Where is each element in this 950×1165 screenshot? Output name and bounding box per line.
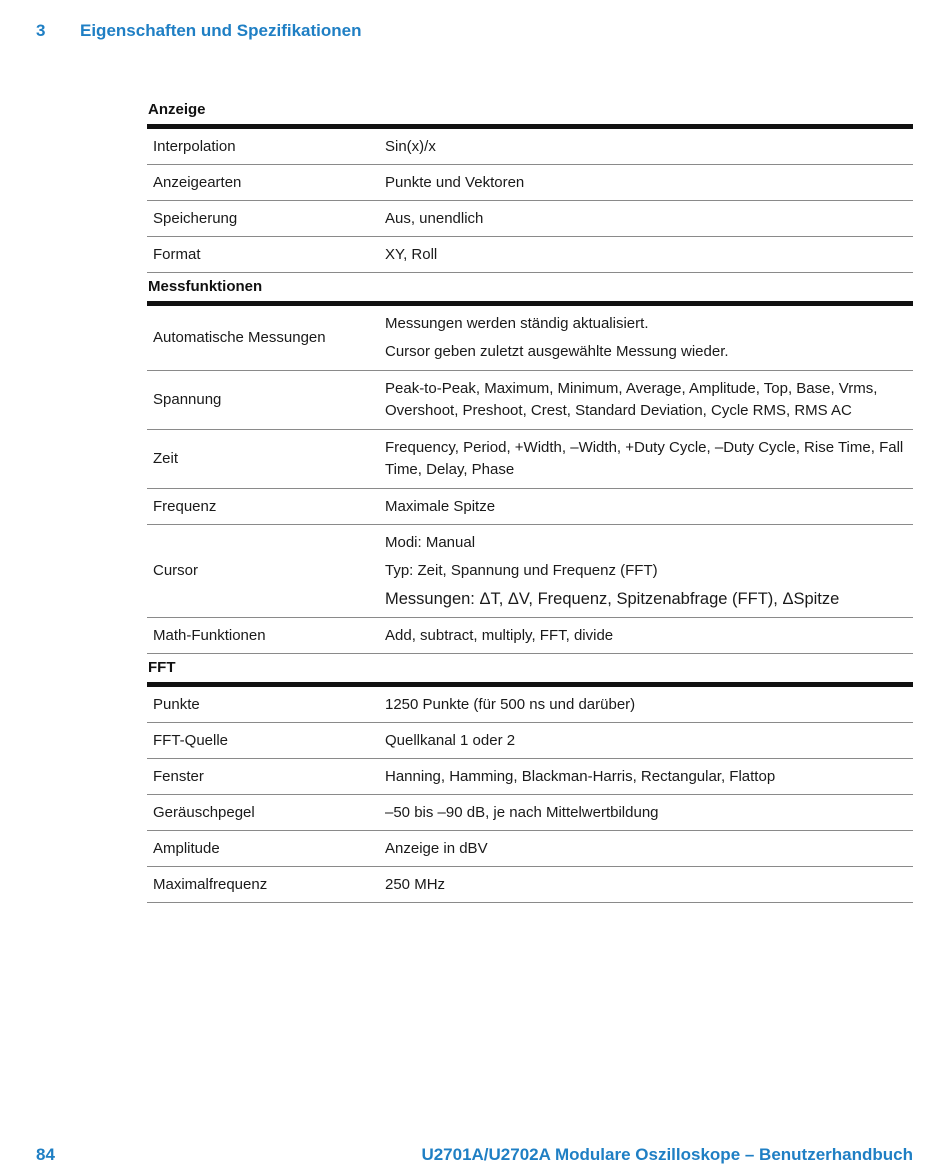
document-title: U2701A/U2702A Modulare Oszilloskope – Benutzerhandbuch (421, 1145, 913, 1164)
table-row (147, 237, 913, 273)
row-value (373, 867, 913, 903)
value-text: Typ: Zeit, Spannung und Frequenz (FFT) (385, 562, 658, 579)
value-text: Maximale Spitze (385, 497, 496, 515)
row-value (373, 795, 913, 831)
row-label: Spannung (147, 371, 373, 430)
table-row (147, 489, 913, 525)
table-row (147, 127, 913, 165)
value-text: Punkte und Vektoren (385, 173, 525, 191)
page-number: 84 (36, 1145, 55, 1164)
value-text: Hanning, Hamming, Blackman-Harris, Rectangular, Flattop (385, 767, 776, 785)
value-text: XY, Roll (385, 245, 438, 263)
table-row (147, 371, 913, 430)
row-value (373, 201, 913, 237)
spec-table (147, 682, 913, 903)
chapter-number: 3 (36, 21, 46, 40)
row-value (373, 237, 913, 273)
row-label: Speicherung (147, 201, 373, 237)
table-row (147, 430, 913, 489)
row-value (373, 831, 913, 867)
row-value (373, 489, 913, 525)
value-text: Peak-to-Peak, Maximum, Minimum, Average, Amplitude, Top, Base, Vrms, Overshoot, Preshoot, Crest, Standard Deviation, Cycle RMS, RMS AC (385, 380, 878, 419)
value-text: Quellkanal 1 oder 2 (385, 731, 516, 749)
table-row (147, 304, 913, 371)
row-label: Cursor (147, 525, 373, 618)
row-label: Automatische Messungen (147, 304, 373, 371)
row-label: FFT-Quelle (147, 723, 373, 759)
row-label: Math-Funktionen (147, 618, 373, 654)
row-value (373, 525, 913, 618)
row-label: Anzeigearten (147, 165, 373, 201)
row-value (373, 618, 913, 654)
row-value (373, 304, 913, 371)
section-title: Anzeige (148, 101, 206, 118)
table-row (147, 201, 913, 237)
table-row (147, 618, 913, 654)
row-value (373, 371, 913, 430)
table-row (147, 759, 913, 795)
section-fft (147, 657, 913, 903)
running-header (36, 21, 361, 41)
value-text: Messungen: ΔT, ΔV, Frequenz, Spitzenabfrage (FFT), ΔSpitze (385, 590, 840, 608)
table-row (147, 831, 913, 867)
value-text: Aus, unendlich (385, 209, 484, 227)
value-text: 250 MHz (385, 875, 446, 893)
table-row (147, 867, 913, 903)
section-messfunktionen (147, 276, 913, 654)
spec-table (147, 124, 913, 273)
row-label: Geräuschpegel (147, 795, 373, 831)
section-title: FFT (148, 659, 176, 676)
row-label: Format (147, 237, 373, 273)
row-value (373, 685, 913, 723)
chapter-title: Eigenschaften und Spezifikationen (80, 21, 362, 40)
table-row (147, 723, 913, 759)
value-text: Add, subtract, multiply, FFT, divide (385, 626, 614, 644)
row-value (373, 723, 913, 759)
row-value (373, 759, 913, 795)
table-row (147, 165, 913, 201)
value-text: Anzeige in dBV (385, 839, 488, 857)
row-value (373, 430, 913, 489)
value-text: Sin(x)/x (385, 137, 436, 155)
row-value (373, 165, 913, 201)
row-label: Punkte (147, 685, 373, 723)
specification-tables (147, 99, 913, 903)
row-label: Fenster (147, 759, 373, 795)
value-text: Messungen werden ständig aktualisiert. (385, 315, 649, 332)
row-label: Amplitude (147, 831, 373, 867)
row-label: Interpolation (147, 127, 373, 165)
section-title: Messfunktionen (148, 278, 263, 295)
value-text: 1250 Punkte (für 500 ns und darüber) (385, 695, 636, 713)
value-text: Cursor geben zuletzt ausgewählte Messung wieder. (385, 343, 729, 360)
value-text: –50 bis –90 dB, je nach Mittelwertbildung (385, 803, 659, 821)
table-row (147, 795, 913, 831)
table-row (147, 685, 913, 723)
row-value (373, 127, 913, 165)
spec-table (147, 301, 913, 654)
value-text: Frequency, Period, +Width, –Width, +Duty Cycle, –Duty Cycle, Rise Time, Fall Time, Delay, Phase (385, 439, 904, 478)
row-label: Zeit (147, 430, 373, 489)
row-label: Maximalfrequenz (147, 867, 373, 903)
section-anzeige (147, 99, 913, 273)
row-label: Frequenz (147, 489, 373, 525)
table-row (147, 525, 913, 618)
value-text: Modi: Manual (385, 534, 476, 551)
